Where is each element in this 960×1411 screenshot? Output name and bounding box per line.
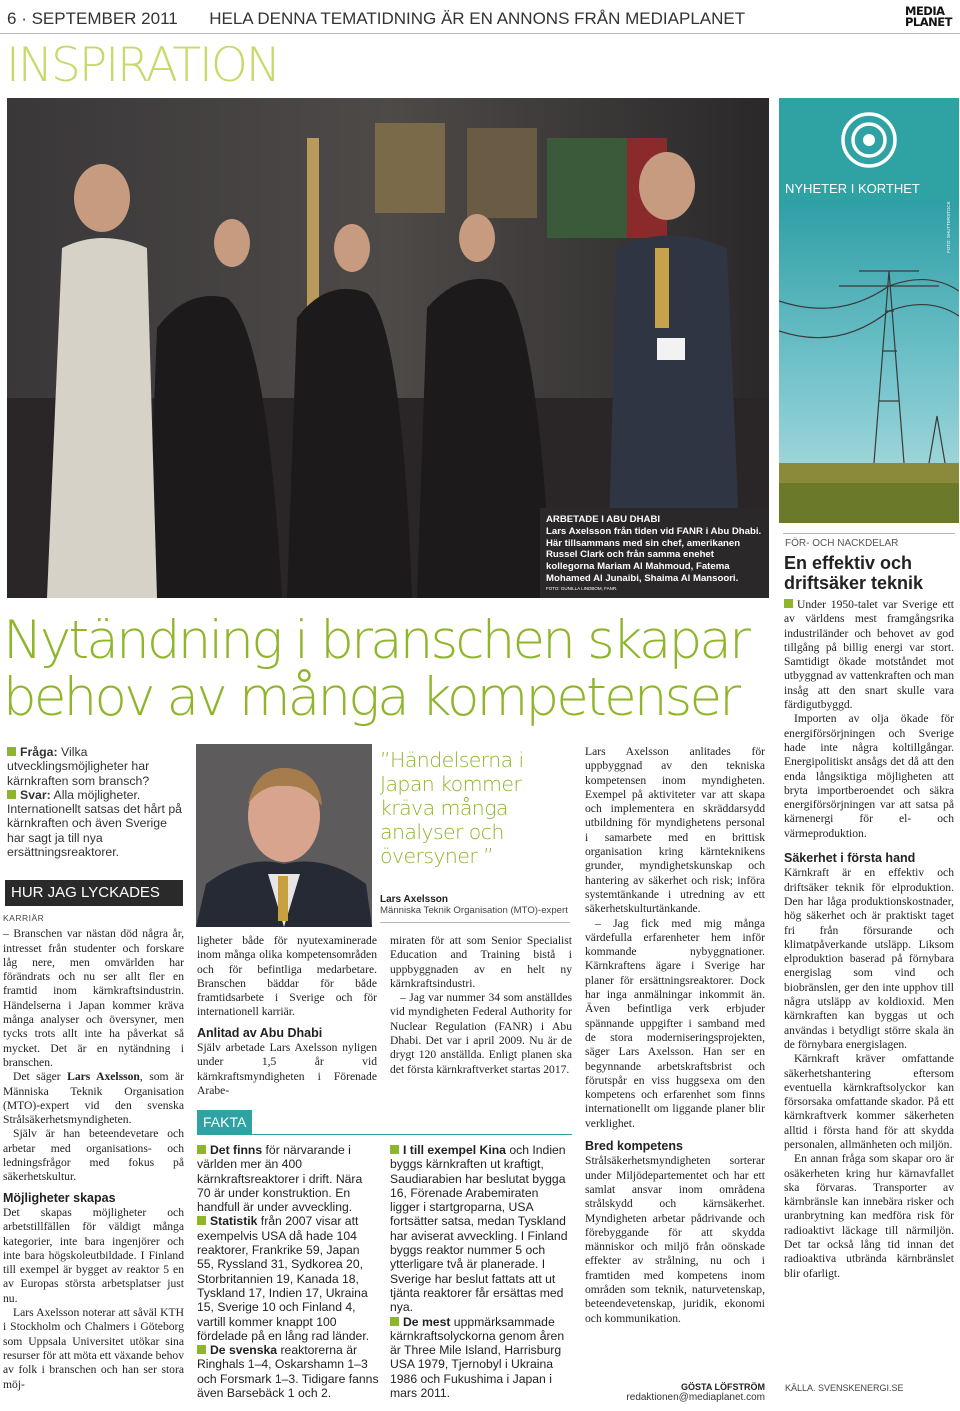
fakta-item: De mest uppmärksammade kärnkraftsolyckorna genom åren är Three Mile Island, Harrisburg USA 1979, Tjernobyl i Ukraina 1986 och Fukushima i Japan i mars 2011. (390, 1314, 565, 1401)
email-link[interactable]: redaktionen@mediaplanet.com (626, 1392, 765, 1403)
sidebar-paragraph: Importen av olja ökade för energiförsörjningen och Sverige hade inte några koltillgångar. Energipolitiskt ansågs det då att den enda långsiktiga möjligheten att bryta importberoendet och säkra energiförsörjningen var att satsa på kärnenergi för el- och värmeproduktion. (784, 712, 954, 840)
sidebar-text (784, 598, 954, 1281)
quote-author-role: Människa Teknik Organisation (MTO)-expert (380, 905, 568, 916)
target-icon (839, 110, 899, 170)
article-column-1 (3, 911, 184, 1392)
article-column-2 (197, 934, 377, 1098)
pull-quote-text: ”Händelserna i Japan kommer kräva många analyser och översyner ” (380, 748, 524, 868)
quote-rule (380, 922, 570, 923)
sidebar-paragraph: Kärnkraft är en effektiv och driftsäker teknik för elproduktion. Den har låga produktionskostnader, hög säkerhet och är praktiskt taget fri från försurande och klimatpåverkande utsläpp. Liksom elproduktion baserad på förnybara energislag som vind och biobränslen, ger den inte upphov till några utsläpp av koldioxid. Men kärnkraften kan byggas ut och användas i betydligt större skala än de förnybara energislagen. (784, 866, 954, 1051)
fakta-rule (252, 1134, 572, 1135)
header-rule (0, 33, 960, 34)
photo-caption (540, 508, 768, 598)
article-paragraph: Lars Axelsson noterar att såväl KTH i Stockholm och Chalmers i Göteborg som Uppsala Universitet utökar sina resurser för att möta ett växande behov av folk i branschen och han ser stora möj- (3, 1306, 184, 1391)
article-paragraph: Det säger Lars Axelsson, som är Människa Teknik Organisation (MTO)-expert vid den svenska Strålsäkerhetsmyndigheten. (3, 1070, 185, 1127)
byline: GÖSTA LÖFSTRÖM redaktionen@mediaplanet.com (585, 1382, 765, 1403)
article-paragraph: Strålsäkerhetsmyndigheten sorterar under Miljödepartementet och har ett samlat ansvar inom områdena strålskydd och kärnsäkerhet. Myndigheten arbetar pådrivande och förebyggande för att skydda människor och miljö från oönskade effekter av strålning, nu och i framtiden med kompetens inom områden som teknik, naturvetenskap, beteendevetenskap, juridik, ekonomi och kommunikation. (585, 1154, 765, 1325)
news-teaser-box (779, 98, 959, 201)
powerline-illustration (779, 201, 959, 523)
article-paragraph: – Jag fick med mig många värdefulla erfarenheter hem inför kommande nybyggnationer. Kärnkraftens ägare i Sverige har planer för ersättningsreaktorer. Dock har inga anmälningar inkommit än. Även befintliga verk erbjuder spännande uppgifter i samband med de stora moderniseringsprojekten, säger Lars Axelsson. Han ser en begynnande arbetskraftsbrist och förutspår en viss huggsexa om den kompetens och erfarenhet som finns internationellt om liggande planer blir verklighet. (585, 916, 765, 1130)
fakta-column-1 (197, 1143, 379, 1400)
article-paragraph: Det skapas möjligheter och arbetstillfällen för väldigt många kategorier, inte bara ingenjörer och inte bara högskoleutbildade. I Finland till exempel är bygget av reaktor 5 en av Europas största arbetsplatser just nu. (3, 1205, 184, 1305)
portrait-illustration (196, 744, 372, 927)
article-paragraph: – Jag var nummer 34 som anställdes vid myndigheten Federal Authority for Nuclear Regulation (FANR) i Abu Dhabi. Det var i april 2009. Nu är de drygt 120 anställda. Enligt planen ska det första kärnkraftverket startas 2017. (390, 991, 572, 1076)
sidebar-paragraph: En annan fråga som skapar oro är osäkerheten kring hur kärnavfallet ska förvaras. Transporter av kärnbränsle kan innebära risker och uranbrytning kan medföra risk för radioaktivt läckage till närmiljön. Det tar också lång tid innan det radioaktiva utbrända kärnbränslet blir ofarligt. (784, 1152, 954, 1280)
caption-credit: FOTO: GUNILLA LINDBOM, FANR. (546, 585, 618, 591)
headline-line-1: Nytändning i branschen skapar (3, 610, 749, 671)
fakta-item: De svenska reaktorerna är Ringhals 1–4, Oskarshamn 1–3 och Forsmark 1–3. Tidigare fanns även Barsebäck 1 och 2. (197, 1343, 379, 1401)
bullet-square-icon (390, 1145, 399, 1154)
bullet-square-icon (784, 599, 793, 608)
caption-text: Lars Axelsson från tiden vid FANR i Abu Dhabi. Här tillsammans med sin chef, amerikanen Russel Clark och från samma enehet kollegorna Mariam Al Mahmoud, Fatema Mohamed Al Junaibi, Shaima Al Mansoori. (546, 525, 762, 584)
article-kicker: KARRIÄR (3, 913, 45, 923)
fakta-item: Statistik från 2007 visar att exempelvis USA då hade 104 reaktorer, Frankrike 59, Japan 55, Ryssland 31, Sydkorea 20, Storbritannien 19, Kanada 18, Tyskland 17, Indien 17, Ukraina 15, Sverige 10 och Finland 4, vartill kommer knappt 100 fördelade på en lång rad länder. (197, 1214, 370, 1343)
article-paragraph: Själv arbetade Lars Axelsson nyligen under 1,5 år vid kärnkraftsmyndigheten i Förenade Arabe- (197, 1041, 377, 1097)
bullet-square-icon (197, 1145, 206, 1154)
bullet-square-icon (7, 747, 16, 756)
pull-quote (380, 748, 570, 923)
issue-date: SEPTEMBER 2011 (31, 9, 178, 28)
sidebar-top-rule (783, 533, 955, 534)
subheading-broad-competence: Bred kompetens (585, 1139, 683, 1154)
fakta-column-2 (390, 1143, 570, 1400)
fakta-item: I till exempel Kina och Indien byggs kärnkraften ut kraftigt, Saudiarabien har beslutat bygga 16, Förenade Arabemiraten ligger i startgroparna, USA fortsätter satsa, medan Tyskland har aviserat avveckling. I Finland byggs reaktor nummer 5 och ytterligare två är planerade. I Sverige har beslut fattats att ut tjänta reaktorer får ersättas med nya. (390, 1143, 568, 1315)
main-headline (3, 612, 773, 726)
subheading-opportunities: Möjligheter skapas (3, 1190, 116, 1205)
sidebar-paragraph: Under 1950-talet var Sverige ett av världens mest framgångsrika industriländer och behovet av god tillgång på billig energi var stort. Samtidigt ökade motståndet mot utbyggnad av vattenkraften och man insåg att den snart skulle vara färdigutbyggd. (784, 598, 954, 712)
fakta-label: FAKTA (197, 1110, 252, 1135)
page-header: 6 · SEPTEMBER 2011 HELA DENNA TEMATIDNING ÄR EN ANNONS FRÅN MEDIAPLANET (7, 9, 746, 28)
mediaplanet-logo: MEDIA PLANET (905, 4, 952, 29)
sidebar-source: KÄLLA. SVENSKENERGI.SE (785, 1383, 904, 1393)
section-title: INSPIRATION (6, 38, 280, 93)
portrait-photo (196, 744, 372, 927)
quote-author: Lars Axelsson (380, 894, 448, 905)
article-paragraph: Lars Axelsson anlitades för uppbyggnad av den tekniska kompetensen inom myndigheten. Exempel på aktiviteter var att skapa och implementera en skräddarsydd utbildning för myndighetens personal i samarbete med en brittisk organisation kring kärnteknikens grunder, myndighetskunskap och hantering av säkerhet och risk; införa systemtänkande i utredning av ett säkerhetskulturtänkande. (585, 745, 765, 916)
article-column-3 (390, 934, 572, 1077)
article-paragraph: – Branschen var nästan död några år, intresset från studenter och forskare låg nere, men omvärlden har förändrats och nu ser allt fler en framtid inom kärnkraftsindustrin. Händelserna i Japan kommer kräva många analyser och översyner, men tycks trots allt inte ha påverkat så mycket. Det är en nytändning i branschen. (3, 927, 184, 1069)
advert-notice: HELA DENNA TEMATIDNING ÄR EN ANNONS FRÅN MEDIAPLANET (209, 9, 746, 28)
sidebar-kicker: FÖR- OCH NACKDELAR (785, 538, 899, 549)
article-paragraph: miraten för att som Senior Specialist Education and Training bistå i uppbyggnaden av en helt ny kärnkraftsindustri. (390, 934, 572, 990)
caption-title: ARBETADE I ABU DHABI (546, 514, 661, 525)
fakta-item: Det finns för närvarande i världen mer än 400 kärnkraftsreaktorer i drift. Nära 70 är under konstruktion. En handfull är under avveckling. (197, 1143, 363, 1215)
page-number: 6 (7, 9, 17, 28)
sidebar-paragraph: Kärnkraft kräver omfattande säkerhetshantering eftersom eventuella kärnkraftsolyckor kan försorsaka omfattande skador. På ett kärnkraftverk kommer säkerheten alltid i första hand för att skydda personalen, allmänheten och miljön. (784, 1052, 954, 1151)
bullet-square-icon (390, 1317, 399, 1326)
powerline-photo (779, 201, 959, 523)
qa-answer: Svar: Alla möjligheter. Internationellt satsas det hårt på kärnkraften och även Sverige har sagt ja till nya ersättningsreaktorer. (7, 787, 182, 860)
article-paragraph: Själv är han beteendevetare och arbetar med organisations- och ledningsfrågor med fokus på säkerhetskultur. (3, 1127, 184, 1184)
article-paragraph: ligheter både för nyutexaminerade inom många olika kompetensområden och för befintliga medarbetare. Branschen bäddar för både framtidsarbete i Sverige och för internationell karriär. (197, 934, 377, 1019)
powerline-photo-credit: FOTO: SHUTTERSTOCK (946, 201, 951, 253)
subheading-safety: Säkerhet i första hand (784, 851, 916, 866)
bullet-square-icon (197, 1345, 206, 1354)
qa-box (7, 745, 187, 859)
sidebar-title: En effektiv och driftsäker teknik (784, 553, 924, 593)
article-column-4 (585, 745, 765, 1326)
headline-line-2: behov av många kompetenser (3, 667, 739, 728)
qa-question: Fråga: Vilka utvecklingsmöjligheter har kärnkraften som bransch? (7, 745, 150, 788)
bullet-square-icon (197, 1216, 206, 1225)
bullet-square-icon (7, 790, 16, 799)
subheading-abu-dhabi: Anlitad av Abu Dhabi (197, 1025, 323, 1040)
how-i-succeeded-bar: HUR JAG LYCKADES (5, 880, 183, 906)
news-teaser-label: NYHETER I KORTHET (785, 181, 920, 196)
